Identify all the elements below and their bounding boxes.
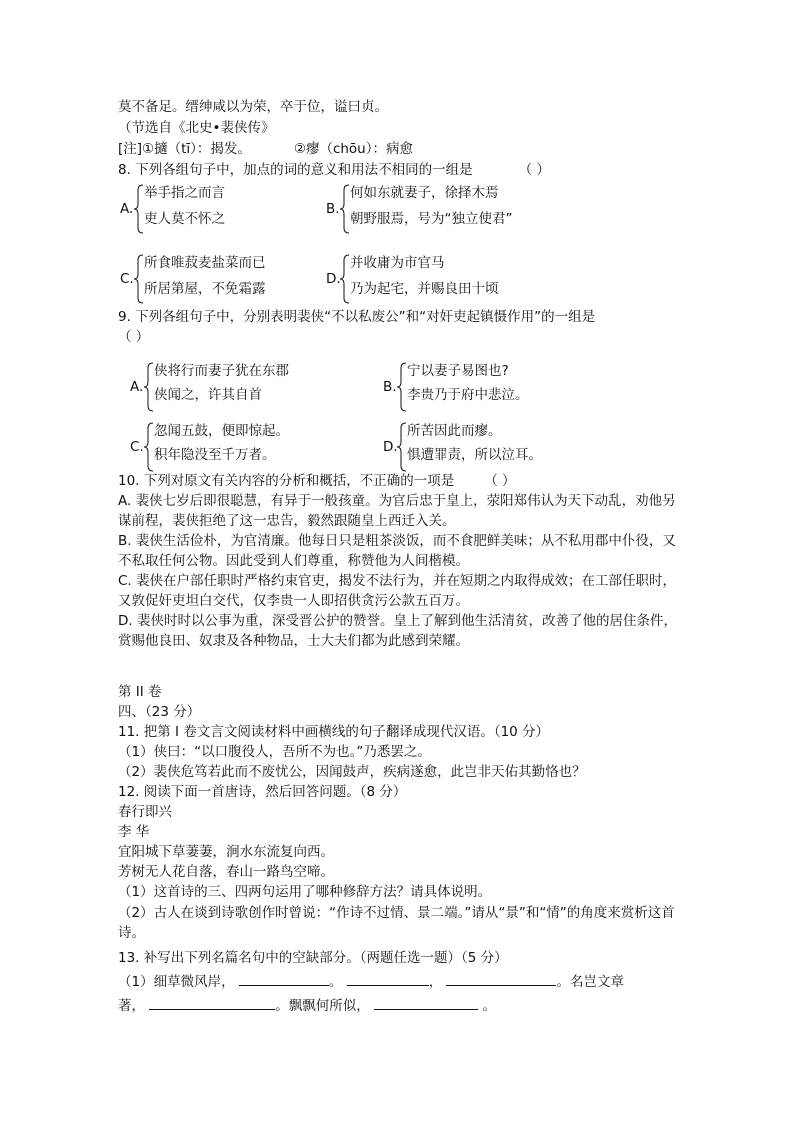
q8-option-c bbox=[120, 254, 320, 304]
poem-line-2: 芳树无人花自落，春山一路鸟空啼。 bbox=[118, 864, 334, 880]
brace-icon bbox=[397, 422, 407, 472]
answer-blank[interactable] bbox=[149, 995, 275, 1010]
brace-icon bbox=[134, 184, 144, 234]
q13-text-c: ， bbox=[428, 974, 443, 990]
q13-text-g: 。 bbox=[482, 998, 496, 1014]
q13-text-d: 。名岂文章 bbox=[556, 974, 624, 990]
brace-icon bbox=[134, 254, 144, 304]
option-letter: B. bbox=[326, 201, 340, 217]
option-letter: B. bbox=[383, 379, 397, 395]
q8-answer-paren: （ ） bbox=[518, 162, 550, 178]
q10-option-d: D. 裴侠时时以公事为重，深受晋公护的赞誉。皇上了解到他生活清贫，改善了他的居住条件，赏赐他良田、奴隶及各种物品，士大夫们都为此感到荣耀。 bbox=[118, 613, 677, 649]
answer-blank[interactable] bbox=[374, 995, 478, 1010]
poem-line-1: 宜阳城下草萋萋，涧水东流复向西。 bbox=[118, 844, 334, 860]
q8-option-b bbox=[326, 184, 586, 234]
option-line-1: 所食唯菽麦盐菜而已 bbox=[144, 255, 266, 271]
option-line-2: 侠闻之，许其自首 bbox=[154, 387, 262, 403]
option-line-2: 乃为起宅，并赐良田十顷 bbox=[350, 281, 499, 297]
option-line-2: 吏人莫不怀之 bbox=[144, 211, 225, 227]
passage-tail: 莫不备足。缙绅咸以为荣，卒于位，谥曰贞。 bbox=[118, 99, 388, 115]
option-letter: C. bbox=[120, 271, 134, 287]
option-line-2: 积年隐没至千万者。 bbox=[154, 447, 276, 463]
q11-item-2: （2）裴侠危笃若此而不废忧公，因闻鼓声，疾病遂愈，此岂非天佑其勤恪也？ bbox=[118, 764, 586, 780]
q10-option-b: B. 裴侠生活俭朴，为官清廉。他每日只是粗茶淡饭，而不食肥鲜美味；从不私用郡中仆役，又不私取任何公物。因此受到人们尊重，称赞他为人间楷模。 bbox=[118, 533, 676, 569]
brace-icon bbox=[144, 362, 154, 412]
q10-stem bbox=[118, 472, 516, 490]
answer-blank[interactable] bbox=[347, 971, 429, 986]
brace-icon bbox=[397, 362, 407, 412]
q13-text-a: （1）细草微风岸， bbox=[118, 974, 235, 990]
q9-option-d bbox=[383, 422, 603, 472]
q10-option-a: A. 裴侠七岁后即很聪慧，有异于一般孩童。为官后忠于皇上，荥阳郑伟认为天下动乱，劝他另谋前程，裴侠拒绝了这一忠告，毅然跟随皇上西迁入关。 bbox=[118, 493, 676, 529]
option-letter: A. bbox=[120, 201, 134, 217]
option-line-1: 何如东就妻子，徐择木焉 bbox=[350, 185, 499, 201]
option-line-1: 宁以妻子易图也? bbox=[407, 363, 509, 379]
option-line-2: 所居第屋，不免霜露 bbox=[144, 281, 266, 297]
q11-item-1: （1）侠曰：“以口腹役人，吾所不为也。”乃悉罢之。 bbox=[118, 744, 431, 760]
q13-item-1-line1 bbox=[118, 971, 624, 991]
answer-blank[interactable] bbox=[446, 971, 556, 986]
q11-stem: 11. 把第 I 卷文言文阅读材料中画横线的句子翻译成现代汉语。（10 分） bbox=[118, 724, 550, 740]
poem-title: 春行即兴 bbox=[118, 804, 172, 820]
q10-answer-paren: （ ） bbox=[484, 473, 516, 489]
option-letter: D. bbox=[383, 439, 398, 455]
brace-icon bbox=[340, 254, 350, 304]
q13-text-f: 。飘飘何所似， bbox=[275, 998, 370, 1014]
q8-stem bbox=[118, 161, 550, 179]
q8-option-a bbox=[120, 184, 320, 234]
q9-option-a bbox=[130, 362, 350, 412]
option-line-1: 所苦因此而瘳。 bbox=[407, 423, 502, 439]
q9-stem: 9. 下列各组句子中，分别表明裴侠“不以私废公”和“对奸吏起镇慑作用”的一组是 bbox=[118, 309, 596, 325]
section-heading: 四、（23 分） bbox=[118, 704, 201, 720]
option-letter: D. bbox=[326, 271, 341, 287]
option-line-1: 举手指之而言 bbox=[144, 185, 225, 201]
q8-stem-text: 8. 下列各组句子中，加点的词的意义和用法不相同的一组是 bbox=[118, 162, 473, 178]
q13-text-b: 。 bbox=[328, 974, 343, 990]
q13-stem: 13. 补写出下列名篇名句中的空缺部分。（两题任选一题）（5 分） bbox=[118, 950, 508, 966]
q10-option-c: C. 裴侠在户部任职时严格约束官吏，揭发不法行为，并在短期之内取得成效；在工部任职时，又敦促奸吏坦白交代，仅李贵一人即招供贪污公款五百万。 bbox=[118, 573, 677, 609]
option-line-1: 侠将行而妻子犹在东郡 bbox=[154, 363, 289, 379]
option-letter: A. bbox=[130, 379, 144, 395]
brace-icon bbox=[144, 422, 154, 472]
source-note: （节选自《北史•裴侠传》 bbox=[118, 120, 275, 136]
q10-stem-text: 10. 下列对原文有关内容的分析和概括，不正确的一项是 bbox=[118, 473, 455, 489]
q12-item-2: （2）古人在谈到诗歌创作时曾说：“作诗不过情、景二端。”请从“景”和“情”的角度来赏析这首诗。 bbox=[118, 905, 675, 941]
option-line-2: 惧遭罪责，所以泣耳。 bbox=[407, 447, 542, 463]
annotation-note: [注]①擿（tī）：揭发。 ②瘳（chōu）：病愈 bbox=[118, 141, 413, 157]
poem-author: 李 华 bbox=[118, 824, 150, 840]
q9-option-c bbox=[130, 422, 350, 472]
q9-answer-paren: （ ） bbox=[118, 329, 150, 345]
q12-stem: 12. 阅读下面一首唐诗，然后回答问题。（8 分） bbox=[118, 784, 407, 800]
brace-icon bbox=[340, 184, 350, 234]
q12-item-1: （1）这首诗的三、四两句运用了哪种修辞方法？请具体说明。 bbox=[118, 884, 492, 900]
option-letter: C. bbox=[130, 439, 144, 455]
option-line-2: 朝野服焉，号为“独立使君” bbox=[350, 211, 513, 227]
option-line-1: 忽闻五鼓，便即惊起。 bbox=[154, 423, 289, 439]
q13-text-e: 著， bbox=[118, 998, 145, 1014]
q9-option-b bbox=[383, 362, 603, 412]
part2-title: 第 II 卷 bbox=[118, 684, 162, 700]
q8-option-d bbox=[326, 254, 586, 304]
q13-item-1-line2 bbox=[118, 995, 496, 1015]
option-line-2: 李贵乃于府中悲泣。 bbox=[407, 387, 529, 403]
answer-blank[interactable] bbox=[239, 971, 329, 986]
option-line-1: 并收庸为市官马 bbox=[350, 255, 445, 271]
